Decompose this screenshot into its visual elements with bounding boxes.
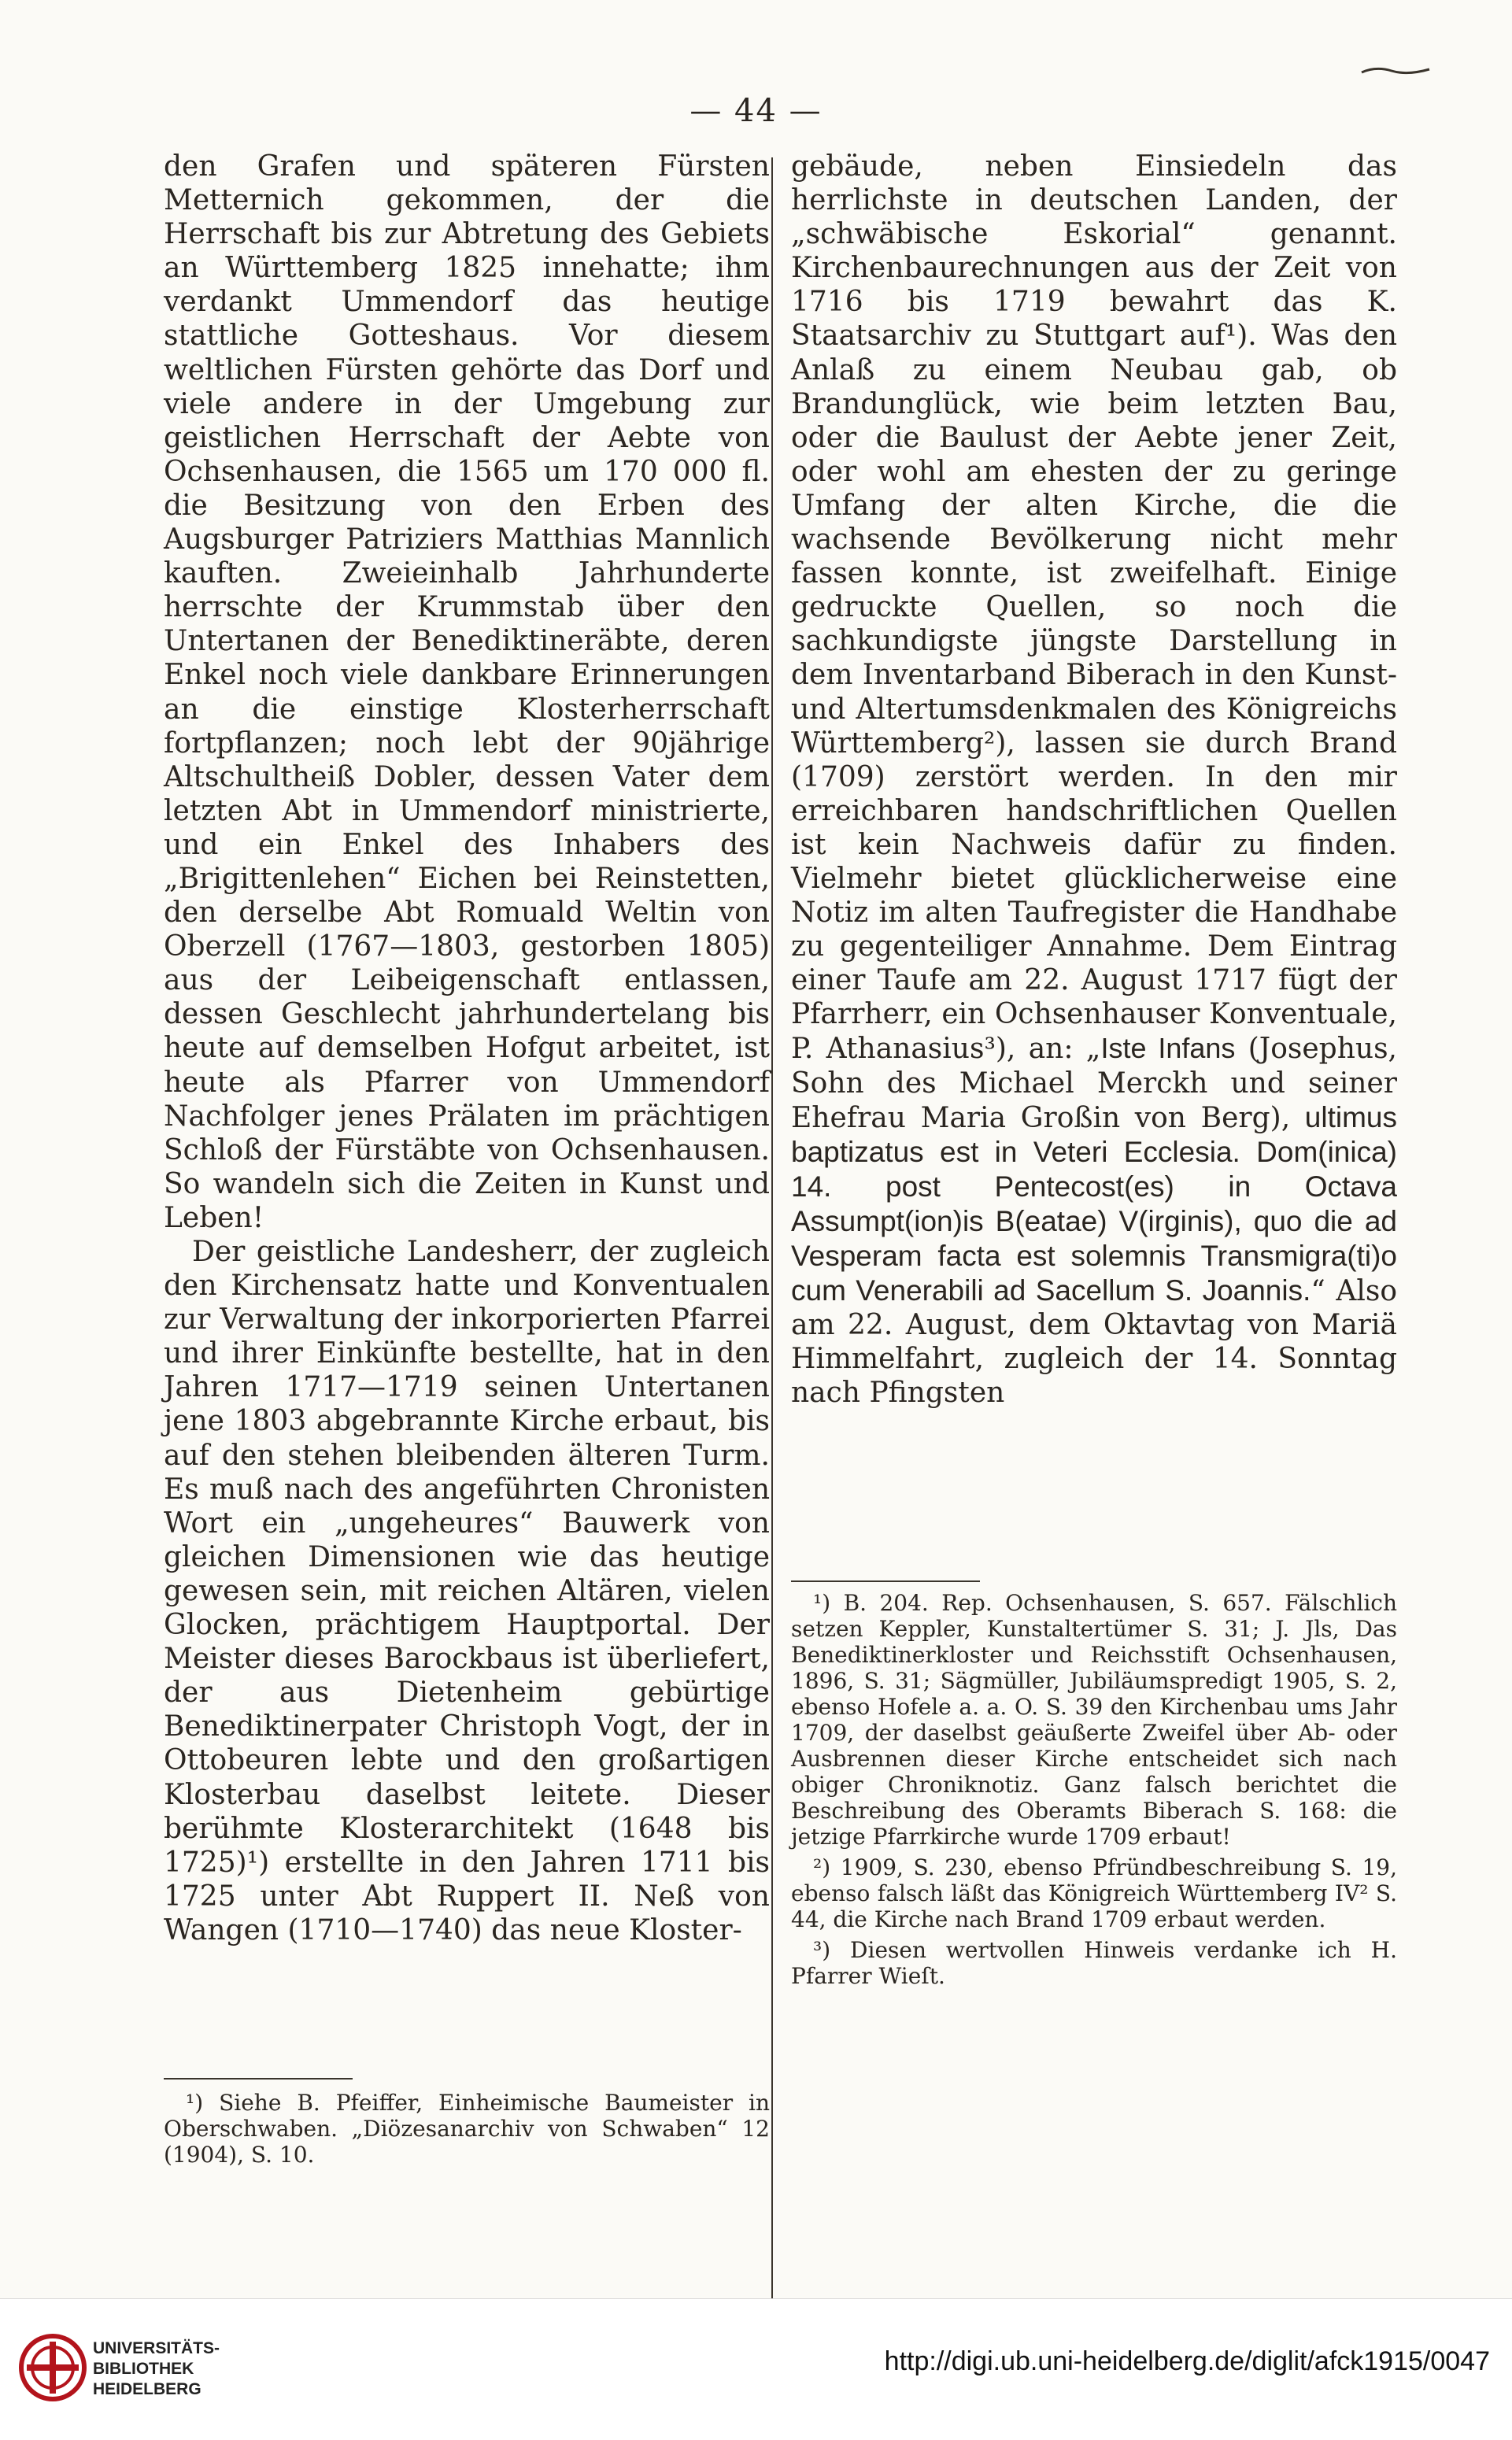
right-text-after-latin: “ Also am 22. August, dem Oktavtag von Mariä Himmelfahrt, zugleich der 14. Sonntag nach Pfingsten bbox=[791, 1275, 1397, 1410]
right-footnotes bbox=[791, 1590, 1397, 1994]
footnote: ³) Diesen wertvollen Hinweis verdanke ich H. Pfarrer Wieſt. bbox=[791, 1937, 1397, 1989]
right-text-column bbox=[791, 150, 1397, 1410]
left-text-column bbox=[164, 150, 770, 1947]
footnote-rule-right bbox=[791, 1580, 980, 1582]
footnote-rule-left bbox=[164, 2078, 353, 2080]
latin-quotation: ultimus baptizatus est in Veteri Ecclesia. Dom(inica) 14. post Pentecost(es) in Octava Assumpt(ion)is B(eatae) V(irginis), quo die ad Vesperam facta est solemnis Transmigra(ti)o cum Venerabili ad Sacellum S. Joannis. bbox=[791, 1100, 1397, 1307]
page-number: — 44 — bbox=[689, 93, 823, 129]
right-text-mid: (Josephus, Sohn des Michael Merckh und seiner Ehefrau Maria Großin von Berg), bbox=[791, 1033, 1397, 1134]
footnote: ¹) B. 204. Rep. Ochsenhausen, S. 657. Fälschlich setzen Keppler, Kunstaltertümer S. 31; J. Jls, Das Benediktinerkloster und Reichsstift Ochsenhausen, 1896, S. 31; Sägmüller, Jubiläumspredigt 1905, S. 2, ebenso Hofele a. a. O. S. 39 den Kirchenbau ums Jahr 1709, der daselbst geäußerte Zweifel über Ab- oder Ausbrennen dieser Kirche entscheidet sich nach obiger Chroniknotiz. Ganz falsch berichtet die Beschreibung des Oberamts Biberach S. 168: die jetzige Pfarrkirche wurde 1709 erbaut! bbox=[791, 1590, 1397, 1850]
right-paragraph bbox=[791, 150, 1397, 1410]
library-name-line: HEIDELBERG bbox=[93, 2380, 201, 2398]
left-footnotes bbox=[164, 2090, 770, 2172]
library-name-line: BIBLIOTHEK bbox=[93, 2360, 194, 2378]
column-divider bbox=[771, 157, 773, 2393]
right-text-before-latin: gebäude, neben Einsiedeln das herrlichste in deutschen Landen, der „schwäbische Eskorial“ genannt. Kirchenbaurechnungen aus der Zeit von 1716 bis 1719 bewahrt das K. Staatsarchiv zu Stuttgart auf¹). Was den Anlaß zu einem Neubau gab, ob Brandunglück, wie beim letzten Bau, oder die Baulust der Aebte jener Zeit, oder wohl am ehesten der zu geringe Umfang der alten Kirche, die die wachsende Bevölkerung nicht mehr fassen konnte, ist zweifelhaft. Einige gedruckte Quellen, so noch die sachkundigste jüngste Darstellung in dem Inventarband Biberach in den Kunst- und Altertumsdenkmalen des Königreichs Württemberg²), lassen sie durch Brand (1709) zerstört werden. In den mir erreichbaren handschriftlichen Quellen ist kein Nachweis dafür zu finden. Vielmehr bietet glücklicherweise eine Notiz im alten Taufregister die Handhabe zu gegenteiliger Annahme. Dem Eintrag einer Taufe am 22. August 1717 fügt der Pfarrherr, ein Ochsenhauser Konventuale, P. Athanasius³), an: „ bbox=[791, 150, 1397, 1066]
library-footer bbox=[0, 2298, 1512, 2440]
footnote: ¹) Siehe B. Pfeiffer, Einheimische Baumeister in Oberschwaben. „Diözesanarchiv von Schwaben“ 12 (1904), S. 10. bbox=[164, 2090, 770, 2168]
university-library-logo-icon bbox=[17, 2332, 88, 2403]
left-paragraph-2: Der geistliche Landesherr, der zugleich den Kirchensatz hatte und Konventualen zur Verwaltung der inkorporierten Pfarrei und ihrer Einkünfte bestellte, hat in den Jahren 1717—1719 seinen Untertanen jene 1803 abgebrannte Kirche erbaut, bis auf den stehen bleibenden älteren Turm. Es muß nach des angeführten Chronisten Wort ein „ungeheures“ Bauwerk von gleichen Dimensionen wie das heutige gewesen sein, mit reichen Altären, vielen Glocken, prächtigem Hauptportal. Der Meister dieses Barockbaus ist überliefert, der aus Dietenheim gebürtige Benediktinerpater Christoph Vogt, der in Ottobeuren lebte und den großartigen Klosterbau daselbst leitete. Dieser berühmte Klosterarchitekt (1648 bis 1725)¹) erstellte in den Jahren 1711 bis 1725 unter Abt Ruppert II. Neß von Wangen (1710—1740) das neue Kloster- bbox=[164, 1236, 770, 1946]
footnote: ²) 1909, S. 230, ebenso Pfründbeschreibung S. 19, ebenso falsch läßt das Königreich Württemberg IV² S. 44, die Kirche nach Brand 1709 erbaut werden. bbox=[791, 1854, 1397, 1932]
library-name bbox=[93, 2338, 220, 2400]
ink-smudge-mark bbox=[1360, 65, 1431, 76]
library-name-line: UNIVERSITÄTS- bbox=[93, 2339, 220, 2357]
left-paragraph-1: den Grafen und späteren Fürsten Metternich gekommen, der die Herrschaft bis zur Abtretung des Gebiets an Württemberg 1825 innehatte; ihm verdankt Ummendorf das heutige stattliche Gotteshaus. Vor diesem weltlichen Fürsten gehörte das Dorf und viele andere in der Umgebung zur geistlichen Herrschaft der Aebte von Ochsenhausen, die 1565 um 170 000 fl. die Besitzung von den Erben des Augsburger Patriziers Matthias Mannlich kauften. Zweieinhalb Jahrhunderte herrschte der Krummstab über den Untertanen der Benediktineräbte, deren Enkel noch viele dankbare Erinnerungen an die einstige Klosterherrschaft fortpflanzen; noch lebt der 90jährige Altschultheiß Dobler, dessen Vater dem letzten Abt in Ummendorf ministrierte, und ein Enkel des Inhabers des „Brigittenlehen“ Eichen bei Reinstetten, den derselbe Abt Romuald Weltin von Oberzell (1767—1803, gestorben 1805) aus der Leibeigenschaft entlassen, dessen Geschlecht jahrhundertelang bis heute auf demselben Hofgut arbeitet, ist heute als Pfarrer von Ummendorf Nachfolger jenes Prälaten im prächtigen Schloß der Fürstäbte von Ochsenhausen. So wandeln sich die Zeiten in Kunst und Leben! bbox=[164, 150, 770, 1234]
latin-lead: Iste Infans bbox=[1100, 1032, 1236, 1065]
digital-library-url[interactable]: http://digi.ub.uni-heidelberg.de/diglit/afck1915/0047 bbox=[884, 2346, 1490, 2376]
